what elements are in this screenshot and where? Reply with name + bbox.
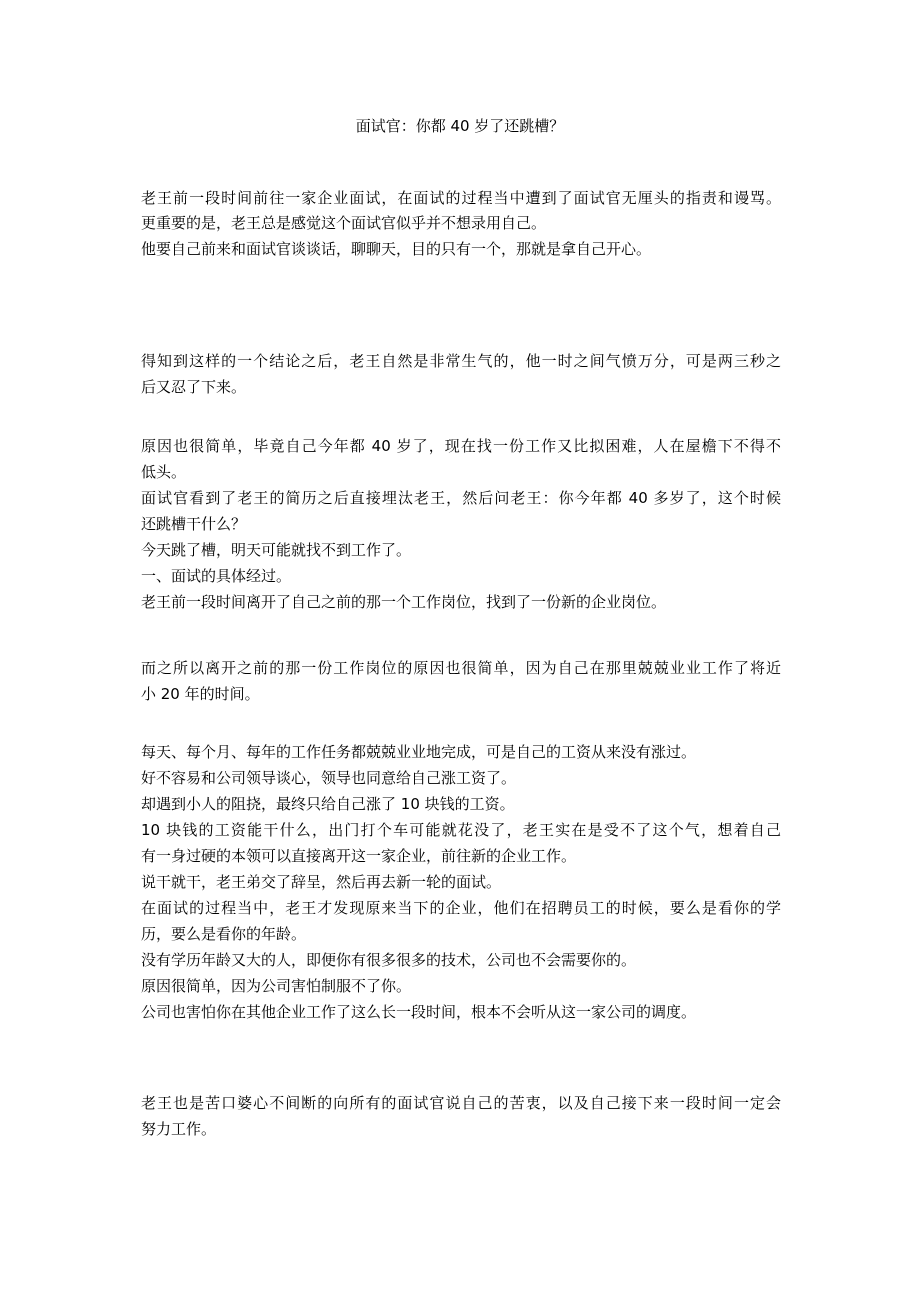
page-title: 面试官：你都 40 岁了还跳槽？ (355, 117, 565, 135)
text-line: 面试官看到了老王的简历之后直接埋汰老王，然后问老王：你今年都 40 多岁了，这个时候 (141, 489, 781, 507)
text-line: 却遇到小人的阻挠，最终只给自己涨了 10 块钱的工资。 (141, 795, 515, 813)
text-line: 老王前一段时间前往一家企业面试，在面试的过程当中遭到了面试官无厘头的指责和谩骂。 (141, 189, 781, 207)
text-line: 原因也很简单，毕竟自己今年都 40 岁了，现在找一份工作又比拟困难，人在屋檐下不得不 (141, 437, 781, 455)
text-line: 原因很简单，因为公司害怕制服不了你。 (141, 977, 412, 995)
text-line: 历，要么是看你的年龄。 (141, 925, 307, 943)
text-line: 今天跳了槽，明天可能就找不到工作了。 (141, 541, 412, 559)
text-line: 低头。 (141, 463, 187, 481)
text-line: 努力工作。 (141, 1120, 217, 1138)
text-line: 他要自己前来和面试官谈谈话，聊聊天，目的只有一个，那就是拿自己开心。 (141, 240, 652, 258)
text-line: 说干就干，老王弟交了辞呈，然后再去新一轮的面试。 (141, 873, 502, 891)
text-line: 在面试的过程当中，老王才发现原来当下的企业，他们在招聘员工的时候，要么是看你的学 (141, 899, 781, 917)
text-line: 小 20 年的时间。 (141, 685, 260, 703)
text-line: 好不容易和公司领导谈心，领导也同意给自己涨工资了。 (141, 769, 517, 787)
text-line: 一、面试的具体经过。 (141, 567, 292, 585)
text-line: 10 块钱的工资能干什么，出门打个车可能就花没了，老王实在是受不了这个气，想着自己 (141, 821, 781, 839)
text-line: 老王前一段时间离开了自己之前的那一个工作岗位，找到了一份新的企业岗位。 (141, 593, 667, 611)
text-line: 而之所以离开之前的那一份工作岗位的原因也很简单，因为自己在那里兢兢业业工作了将近 (141, 659, 781, 677)
text-line: 有一身过硬的本领可以直接离开这一家企业，前往新的企业工作。 (141, 847, 577, 865)
text-line: 每天、每个月、每年的工作任务都兢兢业业地完成，可是自己的工资从来没有涨过。 (141, 743, 697, 761)
text-line: 得知到这样的一个结论之后，老王自然是非常生气的，他一时之间气愤万分，可是两三秒之 (141, 352, 781, 370)
text-line: 后又忍了下来。 (141, 378, 247, 396)
text-line: 更重要的是，老王总是感觉这个面试官似乎并不想录用自己。 (141, 214, 547, 232)
text-line: 没有学历年龄又大的人，即便你有很多很多的技术，公司也不会需要你的。 (141, 951, 637, 969)
text-line: 老王也是苦口婆心不间断的向所有的面试官说自己的苦衷，以及自己接下来一段时间一定会 (141, 1094, 781, 1112)
text-line: 还跳槽干什么？ (141, 515, 247, 533)
text-line: 公司也害怕你在其他企业工作了这么长一段时间，根本不会听从这一家公司的调度。 (141, 1003, 697, 1021)
